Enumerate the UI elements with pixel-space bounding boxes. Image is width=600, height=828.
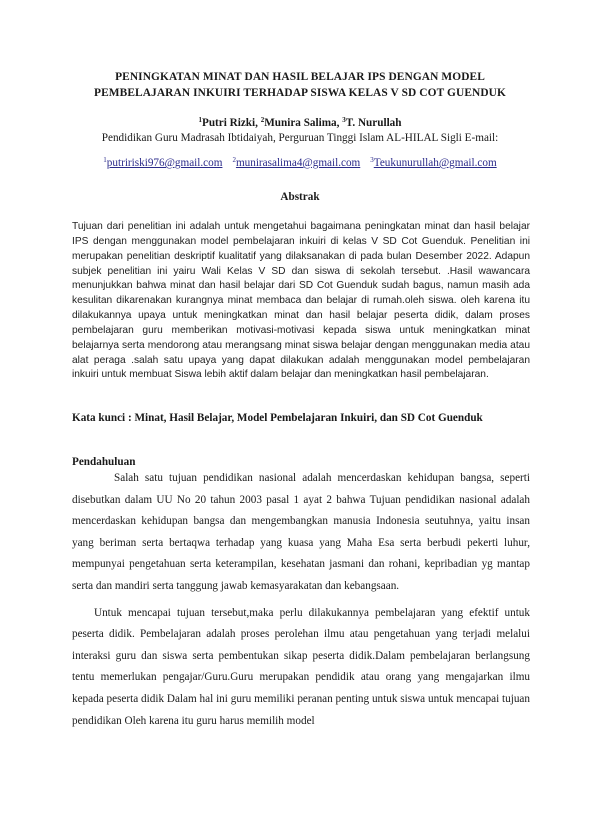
author-2-sup: 2 bbox=[260, 116, 265, 124]
paper-title bbox=[60, 69, 540, 101]
abstract-body bbox=[72, 220, 530, 383]
email-3-sup: 3 bbox=[370, 156, 374, 164]
author-3-sup: 3 bbox=[342, 116, 346, 124]
email-2-sup: 2 bbox=[232, 156, 236, 164]
affiliation: Pendidikan Guru Madrasah Ibtidaiyah, Perguruan Tinggi Islam AL-HILAL Sigli E-mail: bbox=[101, 132, 499, 144]
paragraph-1: Salah satu tujuan pendidikan nasional adalah mencerdaskan kehidupan bangsa, seperti disebutkan dalam UU No 20 tahun 2003 pasal 1 ayat 2 bahwa Tujuan pendidikan nasional adalah mencerdaskan kehidupan bangsa dan mengembangkan manusia Indonesia seutuhnya, yaitu insan yang beriman serta bertaqwa terhadap yang kuasa yang Maha Esa serta berbudi pekerti luhur, mempunyai pengetahuan serta keterampilan, kesehatan jasmani dan rohani, kepribadian yg mantap serta dan mandiri serta tanggung jawab kemasyarakatan dan kebangsaan. bbox=[72, 472, 530, 592]
title-line-1: PENINGKATAN MINAT DAN HASIL BELAJAR IPS DENGAN MODEL bbox=[115, 71, 485, 83]
abstract-text: Tujuan dari penelitian ini adalah untuk mengetahui bagaimana peningkatan minat dan hasil belajar IPS dengan menggunakan model pembelajaran inkuiri di kelas V SD Cot Guenduk. Penelitian ini merupakan penelitian deskriptif kualitatif yang dilaksanakan di pada bulan Desember 2022. Adapun subjek penelitian ini yairu Wali Kelas V SD dan siswa di sekolah tersebut. .Hasil wawancara menunjukkan bahwa minat dan hasil belajar dari SD Cot Guenduk sudah bagus, namun masih ada kesulitan dikarenakan kurangnya minat membaca dan belajar di rumah.oleh siswa. oleh karena itu dilakukannya upaya untuk meningkatkan minat dan hasil belajar peserta didik, dalam proses pembelajaran guru memberikan motivasi-motivasi kepada siswa untuk meningkatkan minat belajarnya serta mendorong atau merangsang minat siswa belajar dengan menggunakan media atau alat peraga .salah satu upaya yang dapat dilakukan adalah menggunakan model pembelajaran inkuiri untuk membuat Siswa lebih aktif dalam belajar dan meningkatkan hasil pembelajaran. bbox=[72, 221, 530, 381]
keywords: Kata kunci : Minat, Hasil Belajar, Model Pembelajaran Inkuiri, dan SD Cot Guenduk bbox=[72, 412, 483, 424]
author-1-name: Putri Rizki, bbox=[202, 117, 261, 129]
author-2-name: Munira Salima, bbox=[264, 117, 343, 129]
email-link-1[interactable]: putririski976@gmail.com bbox=[106, 157, 223, 169]
author-1-sup: 1 bbox=[198, 116, 202, 124]
author-3-name: T. Nurullah bbox=[345, 117, 402, 129]
email-link-3[interactable]: Teukunurullah@gmail.com bbox=[373, 157, 497, 169]
title-line-2: PEMBELAJARAN INKUIRI TERHADAP SISWA KELAS V SD COT GUENDUK bbox=[94, 87, 506, 99]
email-list bbox=[40, 152, 560, 171]
section-body bbox=[72, 468, 530, 732]
paragraph-2: Untuk mencapai tujuan tersebut,maka perlu dilakukannya pembelajaran yang efektif untuk peserta didik. Pembelajaran adalah proses perolehan ilmu atau pengetahuan yang terjadi melalui interaksi guru dan siswa serta pembentukan sikap peserta didik.Dalam pembelajaran berlangsung tentu memerlukan pengajar/Guru.Guru merupakan pendidik atau orang yang mengajarkan ilmu kepada peserta didik Dalam hal ini guru memiliki peranan penting untuk siswa untuk mencapai tujuan pendidikan Oleh karena itu guru harus memilih model bbox=[72, 606, 530, 727]
section-heading: Pendahuluan bbox=[72, 456, 136, 468]
author-list bbox=[60, 112, 540, 131]
abstract-heading: Abstrak bbox=[280, 191, 320, 203]
email-link-2[interactable]: munirasalima4@gmail.com bbox=[235, 157, 361, 169]
email-1-sup: 1 bbox=[103, 156, 107, 164]
